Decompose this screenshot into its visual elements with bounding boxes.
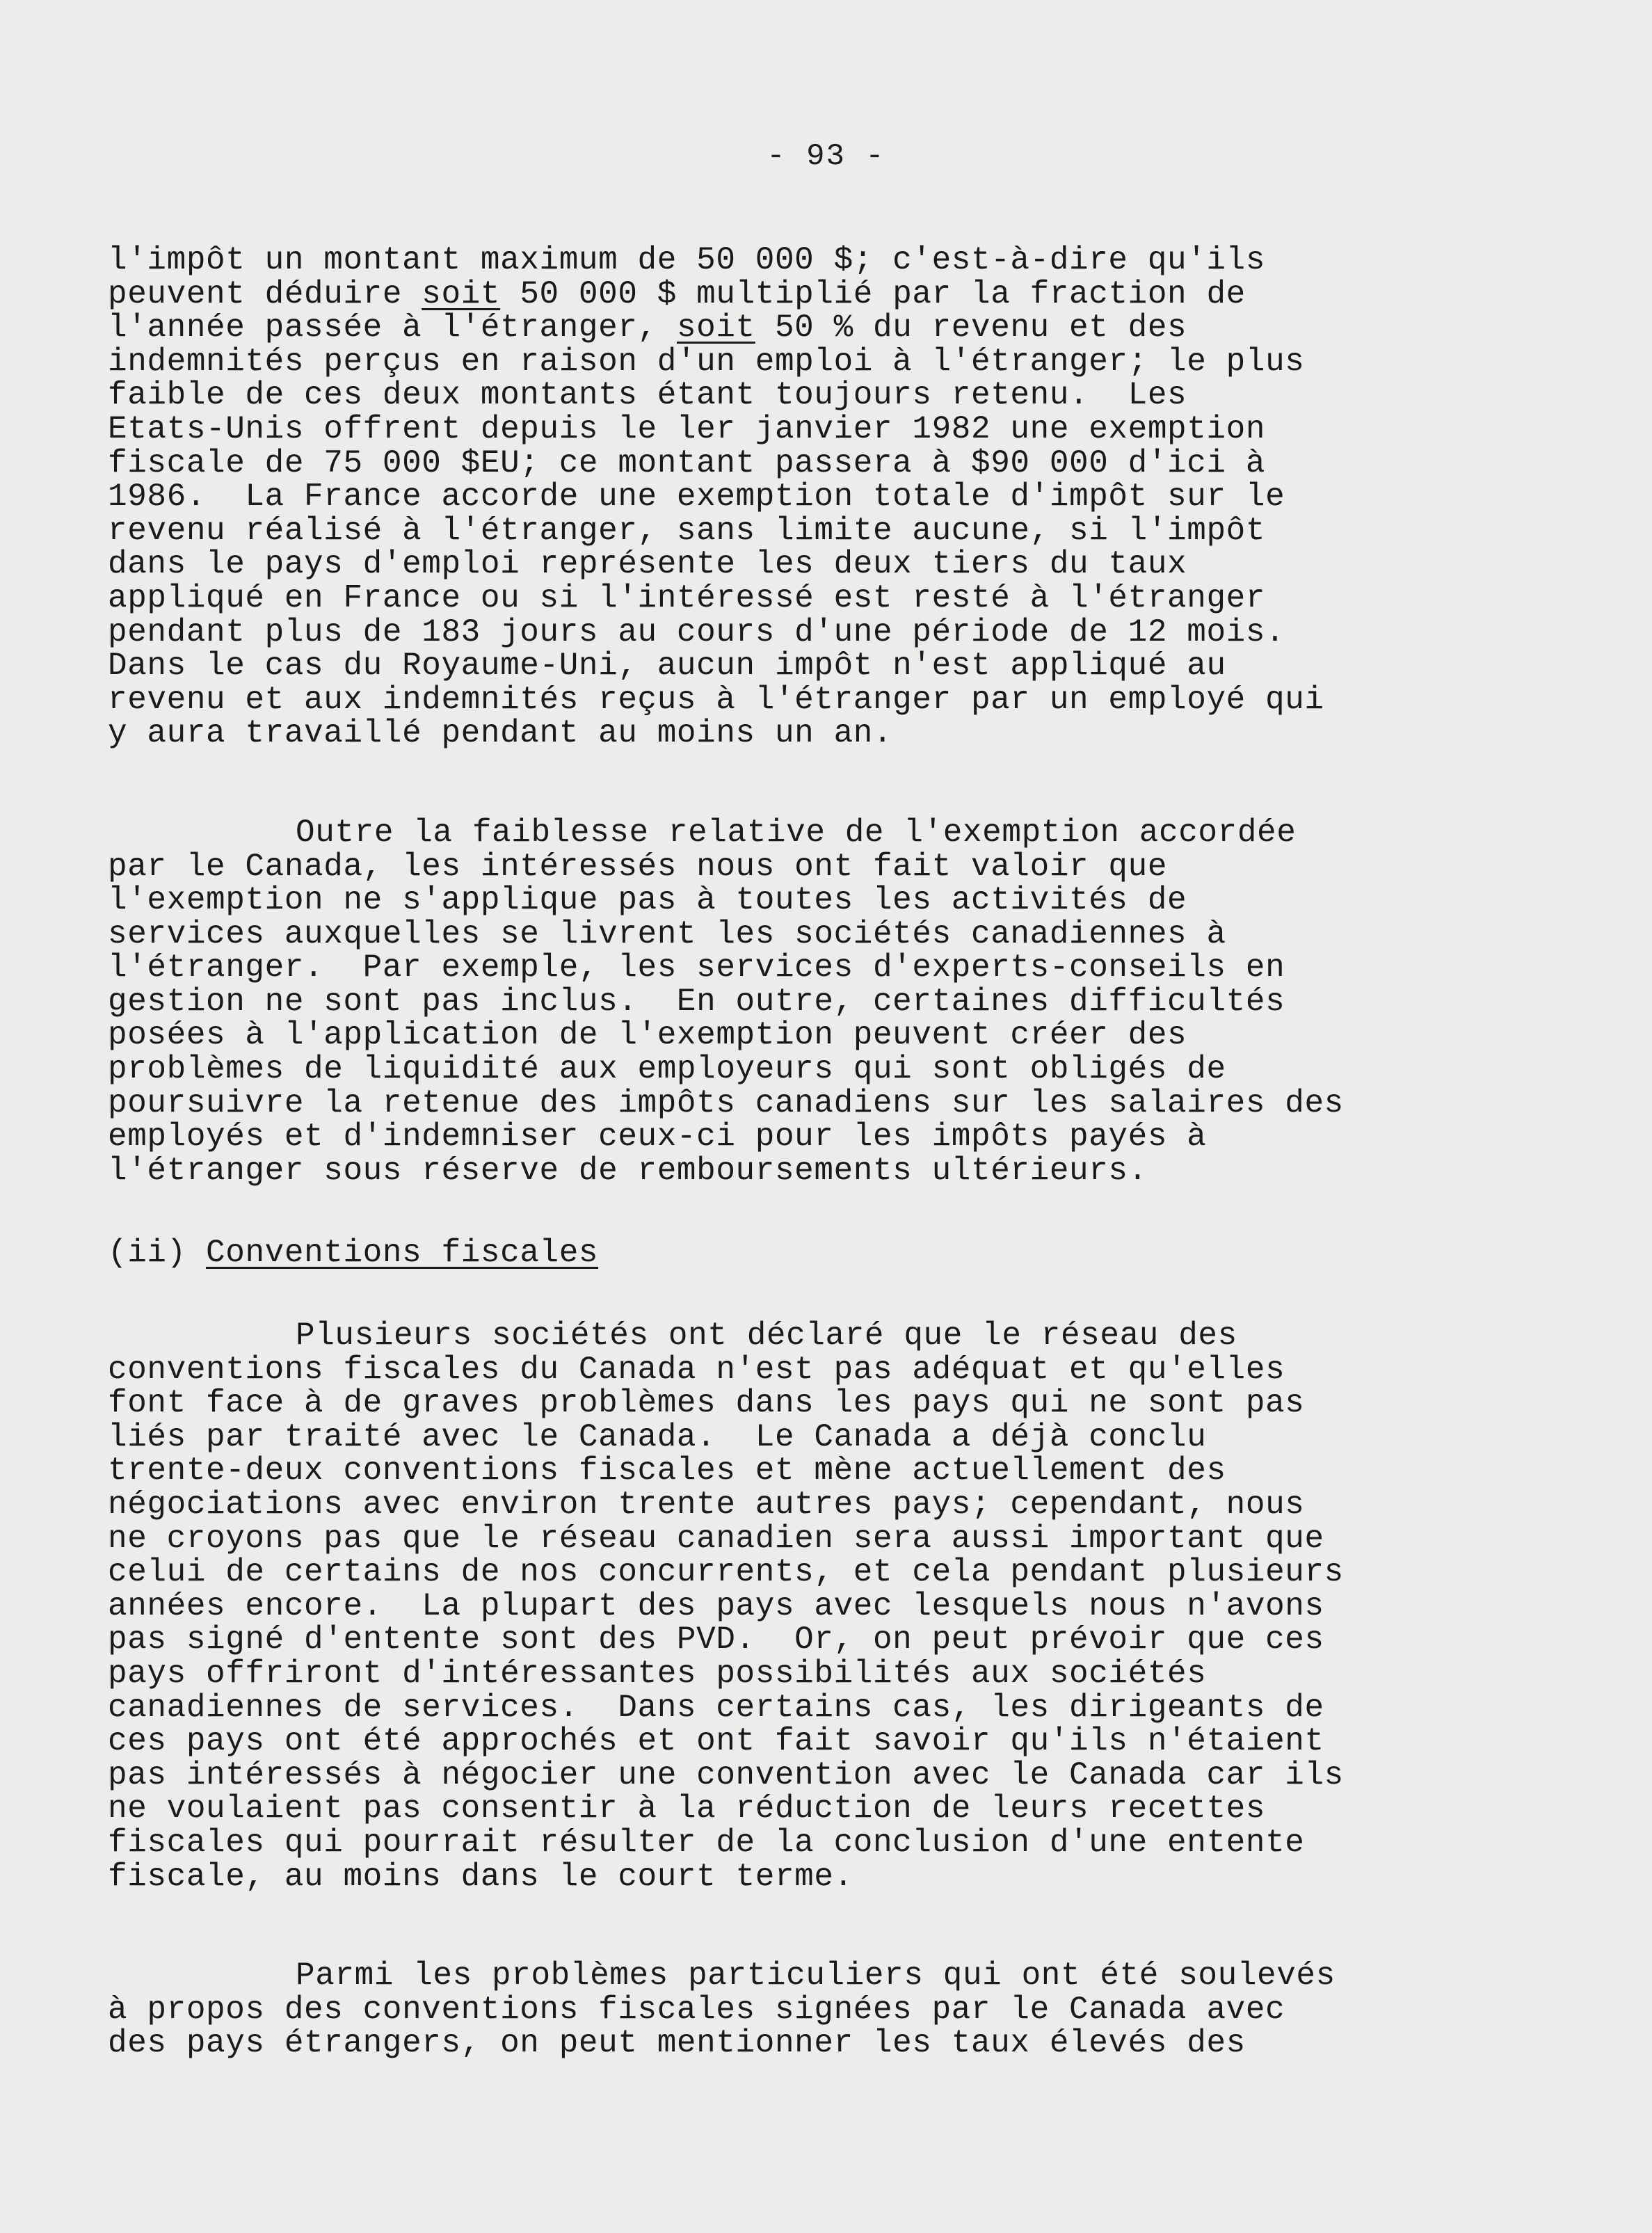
text-line: poursuivre la retenue des impôts canadiens sur les salaires des [108,1085,1344,1121]
document-body [108,243,1541,2060]
text-line: pas signé d'entente sont des PVD. Or, on peut prévoir que ces [108,1622,1324,1658]
text-segment: 50 % du revenu et des [755,310,1187,346]
paragraph-spacer [108,1270,1541,1319]
text-line: l'étranger. Par exemple, les services d'experts-conseils en [108,950,1285,986]
text-line: fiscale de 75 000 $EU; ce montant passera à $90 000 d'ici à [108,445,1266,481]
text-line: Etats-Unis offrent depuis le ler janvier 1982 une exemption [108,410,1266,447]
text-line: font face à de graves problèmes dans les pays qui ne sont pas [108,1385,1305,1422]
text-line: dans le pays d'emploi représente les deux tiers du taux [108,546,1187,583]
paragraph-tax-conventions [108,1319,1541,1894]
text-line [108,311,1541,345]
paragraph-tax-exemption-comparison [108,243,1541,751]
section-number: (ii) [108,1235,186,1272]
underlined-word: soit [676,310,755,346]
text-line: négociations avec environ trente autres pays; cependant, nous [108,1487,1305,1523]
text-line: services auxquelles se livrent les sociétés canadiennes à [108,915,1226,952]
paragraph-spacer [108,1894,1541,1959]
text-segment: peuvent déduire [108,275,422,312]
text-line: appliqué en France ou si l'intéressé est resté à l'étranger [108,579,1266,616]
text-line: canadiennes de services. Dans certains cas, les dirigeants de [108,1689,1324,1726]
page-number: - 93 - [767,139,885,174]
text-line [108,275,1541,312]
text-line: à propos des conventions fiscales signées par le Canada avec [108,1991,1285,2028]
text-line: années encore. La plupart des pays avec lesquels nous n'avons [108,1587,1324,1624]
paragraph-specific-problems [108,1959,1541,2060]
text-segment: l'année passée à l'étranger, [108,310,677,346]
text-line: 1986. La France accorde une exemption totale d'impôt sur le [108,479,1285,515]
underlined-word: soit [422,275,501,312]
text-line: l'exemption ne s'applique pas à toutes les activités de [108,882,1187,919]
text-line: Plusieurs sociétés ont déclaré que le réseau des [296,1318,1237,1354]
text-line: y aura travaillé pendant au moins un an. [108,715,893,752]
text-line: par le Canada, les intéressés nous ont fait valoir que [108,848,1168,885]
text-line: problèmes de liquidité aux employeurs qui sont obligés de [108,1051,1226,1088]
text-line: pendant plus de 183 jours au cours d'une période de 12 mois. [108,614,1285,650]
text-line: des pays étrangers, on peut mentionner les taux élevés des [108,2025,1246,2062]
text-line: gestion ne sont pas inclus. En outre, certaines difficultés [108,983,1285,1020]
text-line: pas intéressés à négocier une convention avec le Canada car ils [108,1756,1344,1793]
text-line: conventions fiscales du Canada n'est pas adéquat et qu'elles [108,1351,1285,1388]
text-line: Outre la faiblesse relative de l'exemption accordée [296,814,1297,851]
paragraph-spacer [108,1187,1541,1236]
text-line: trente-deux conventions fiscales et mène actuellement des [108,1452,1226,1489]
paragraph-spacer [108,751,1541,816]
section-title: Conventions fiscales [206,1235,599,1272]
section-heading [108,1236,1541,1270]
text-line: liés par traité avec le Canada. Le Canada a déjà conclu [108,1418,1207,1455]
text-line: Dans le cas du Royaume-Uni, aucun impôt n'est appliqué au [108,648,1226,685]
text-line: l'étranger sous réserve de remboursements ultérieurs. [108,1152,1148,1189]
text-line: ne voulaient pas consentir à la réduction de leurs recettes [108,1791,1266,1827]
text-line: revenu et aux indemnités reçus à l'étranger par un employé qui [108,681,1324,718]
text-line: fiscale, au moins dans le court terme. [108,1858,853,1895]
text-line: indemnités perçus en raison d'un emploi à l'étranger; le plus [108,343,1305,380]
text-line: revenu réalisé à l'étranger, sans limite aucune, si l'impôt [108,512,1266,549]
text-segment: 50 000 $ multiplié par la fraction de [500,275,1246,312]
text-line: Parmi les problèmes particuliers qui ont été soulevés [296,1958,1336,1994]
text-line: fiscales qui pourrait résulter de la conclusion d'une entente [108,1824,1305,1861]
text-line: employés et d'indemniser ceux-ci pour les impôts payés à [108,1119,1207,1155]
text-line: l'impôt un montant maximum de 50 000 $; c'est-à-dire qu'ils [108,242,1266,278]
text-line: posées à l'application de l'exemption peuvent créer des [108,1017,1187,1054]
paragraph-exemption-weakness [108,816,1541,1188]
text-line: ne croyons pas que le réseau canadien sera aussi important que [108,1520,1324,1557]
text-line: pays offriront d'intéressantes possibilités aux sociétés [108,1655,1207,1692]
text-line: ces pays ont été approchés et ont fait savoir qu'ils n'étaient [108,1723,1324,1760]
text-line: celui de certains de nos concurrents, et cela pendant plusieurs [108,1554,1344,1591]
text-line: faible de ces deux montants étant toujours retenu. Les [108,377,1187,414]
